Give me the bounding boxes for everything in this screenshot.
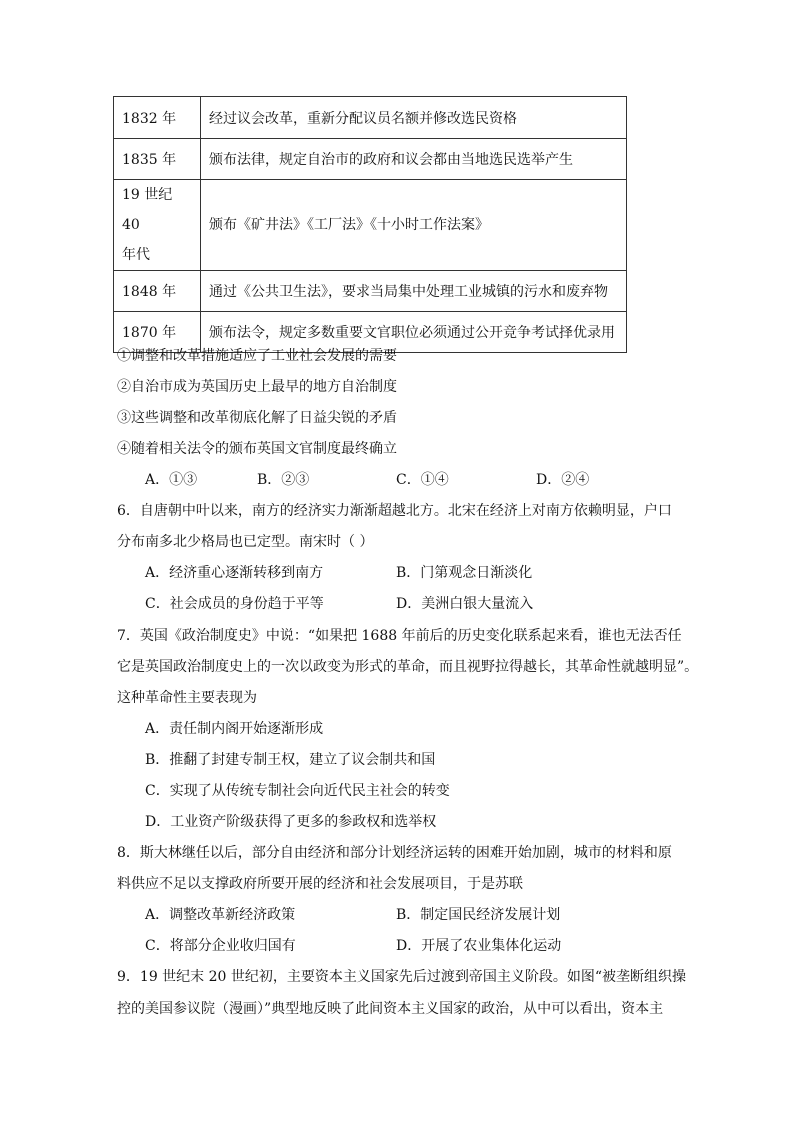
event-cell: 颁布法律，规定自治市的政府和议会都由当地选民选举产生 [201,139,627,180]
year-cell: 1848 年 [114,271,201,312]
q8-stem: 8．斯大林继任以后，部分自由经济和部分计划经济运转的困难开始加剧，城市的材料和原 [117,845,672,861]
q5-statement: ①调整和改革措施适应了工业社会发展的需要 [117,348,397,364]
table-row [114,139,627,180]
q8-option-c[interactable]: C．将部分企业收归国有 [145,938,296,954]
year-line: 年代 [122,247,150,263]
q8-stem: 料供应不足以支撑政府所要开展的经济和社会发展项目，于是苏联 [117,876,523,892]
q7-option-c[interactable]: C．实现了从传统专制社会向近代民主社会的转变 [145,783,450,799]
q6-option-c[interactable]: C．社会成员的身份趋于平等 [145,596,324,612]
q5-option-c[interactable]: C．①④ [396,472,449,488]
event-cell: 颁布《矿井法》《工厂法》《十小时工作法案》 [201,180,627,271]
q5-statement: ②自治市成为英国历史上最早的地方自治制度 [117,379,397,395]
q8-option-a[interactable]: A．调整改革新经济政策 [145,907,296,923]
event-cell: 颁布法令，规定多数重要文官职位必须通过公开竞争考试择优录用 [201,312,627,353]
q9-stem: 9．19 世纪末 20 世纪初，主要资本主义国家先后过渡到帝国主义阶段。如图“被垄断组织操 [117,969,687,985]
event-cell: 经过议会改革，重新分配议员名额并修改选民资格 [201,97,627,139]
reform-events-table [113,96,627,353]
q6-option-d[interactable]: D．美洲白银大量流入 [396,596,534,612]
q7-option-d[interactable]: D．工业资产阶级获得了更多的参政权和选举权 [145,814,437,830]
year-cell: 1835 年 [114,139,201,180]
table-row [114,180,627,271]
table-row [114,97,627,139]
q6-stem: 6．自唐朝中叶以来，南方的经济实力渐渐超越北方。北宋在经济上对南方依赖明显，户口 [117,503,672,519]
table-row [114,271,627,312]
q7-stem: 7．英国《政治制度史》中说：“如果把 1688 年前后的历史变化联系起来看，谁也无法否任 [117,628,682,644]
q5-option-b[interactable]: B．②③ [257,472,310,488]
q7-stem: 这种革命性主要表现为 [117,690,257,706]
q5-statement: ④随着相关法令的颁布英国文官制度最终确立 [117,441,397,457]
q5-statement: ③这些调整和改革彻底化解了日益尖锐的矛盾 [117,410,397,426]
q7-option-b[interactable]: B．推翻了封建专制王权，建立了议会制共和国 [145,752,436,768]
q5-option-d[interactable]: D．②④ [536,472,590,488]
year-cell [114,180,201,271]
q6-option-a[interactable]: A．经济重心逐渐转移到南方 [145,565,324,581]
q8-option-b[interactable]: B．制定国民经济发展计划 [396,907,561,923]
q5-option-a[interactable]: A．①③ [145,472,198,488]
q6-option-b[interactable]: B．门第观念日渐淡化 [396,565,533,581]
year-cell: 1870 年 [114,312,201,353]
q7-option-a[interactable]: A．责任制内阁开始逐渐形成 [145,721,324,737]
q9-stem: 控的美国参议院（漫画）”典型地反映了此间资本主义国家的政治，从中可以看出，资本主 [117,1001,664,1017]
q7-stem: 它是英国政治制度史上的一次以政变为形式的革命，而且视野拉得越长，其革命性就越明显”。 [117,659,699,675]
year-cell: 1832 年 [114,97,201,139]
event-cell: 通过《公共卫生法》，要求当局集中处理工业城镇的污水和废弃物 [201,271,627,312]
q8-option-d[interactable]: D．开展了农业集体化运动 [396,938,562,954]
q6-stem: 分布南多北少格局也已定型。南宋时（ ） [117,534,374,550]
year-line: 19 世纪 40 [122,187,173,233]
